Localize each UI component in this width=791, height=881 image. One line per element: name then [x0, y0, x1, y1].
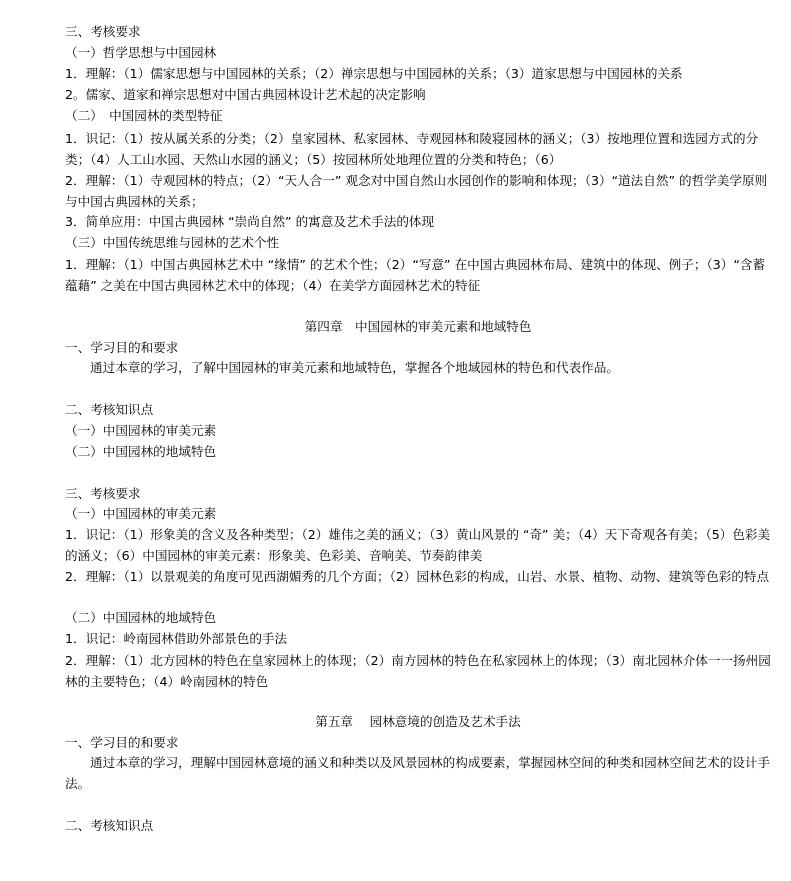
paragraph: 2．理解：（1）寺观园林的特点；（2）“天人合一” 观念对中国自然山水园创作的影响和体现；（3）“道法自然” 的哲学美学原则与中国古典园林的关系； [65, 173, 768, 209]
section-heading: 三、考核要求 [65, 24, 141, 39]
paragraph: 1．识记：岭南园林借助外部景色的手法 [65, 631, 288, 646]
subsection-heading: （一）哲学思想与中国园林 [65, 45, 217, 60]
subsection-heading: （一）中国园林的审美元素 [65, 423, 217, 438]
subsection-heading: （一）中国园林的审美元素 [65, 506, 217, 521]
section-heading: 一、学习目的和要求 [65, 735, 179, 750]
subsection-heading: （二） 中国园林的类型特征 [65, 108, 223, 123]
subsection-heading: （二）中国园林的地域特色 [65, 444, 217, 459]
paragraph: 2。儒家、道家和禅宗思想对中国古典园林设计艺术起的决定影响 [65, 87, 426, 102]
paragraph: 1．识记：（1）形象美的含义及各种类型；（2）雄伟之美的涵义；（3）黄山风景的 “奇” 美；（4）天下奇观各有美；（5）色彩美的涵义；（6）中国园林的审美元素：形象美、色彩美、音响美、节奏韵律美 [65, 527, 771, 563]
paragraph: 2．理解：（1）北方园林的特色在皇家园林上的体现；（2）南方园林的特色在私家园林上的体现；（3）南北园林介体一一扬州园林的主要特色；（4）岭南园林的特色 [65, 653, 771, 689]
paragraph: 1．识记：（1）按从属关系的分类；（2）皇家园林、私家园林、寺观园林和陵寝园林的涵义；（3）按地理位置和选园方式的分类；（4）人工山水园、天然山水园的涵义；（5）按园林所处地理位置的分类和特色；（6） [65, 131, 759, 167]
section-heading: 二、考核知识点 [65, 818, 154, 833]
section-heading: 二、考核知识点 [65, 402, 154, 417]
paragraph: 3．简单应用：中国古典园林 “崇尚自然” 的寓意及艺术手法的体现 [65, 214, 435, 229]
section-heading: 一、学习目的和要求 [65, 340, 179, 355]
paragraph: 1．理解：（1）中国古典园林艺术中 “缘情” 的艺术个性；（2）“写意” 在中国古典园林布局、建筑中的体现、例子；（3）“含蓄蕴藉” 之美在中国古典园林艺术中的体现；（4）在美学方面园林艺术的特征 [65, 257, 766, 293]
subsection-heading: （三）中国传统思维与园林的艺术个性 [65, 235, 280, 250]
section-heading: 三、考核要求 [65, 486, 141, 501]
chapter-title: 第四章 中国园林的审美元素和地域特色 [304, 319, 532, 334]
chapter-title: 第五章 园林意境的创造及艺术手法 [315, 714, 521, 729]
subsection-heading: （二）中国园林的地域特色 [65, 610, 217, 625]
paragraph: 1．理解：（1）儒家思想与中国园林的关系；（2）禅宗思想与中国园林的关系；（3）道家思想与中国园林的关系 [65, 66, 683, 81]
paragraph: 2．理解：（1）以景观美的角度可见西湖媚秀的几个方面；（2）园林色彩的构成，山岩、水景、植物、动物、建筑等色彩的特点 [65, 569, 770, 584]
paragraph: 通过本章的学习，理解中国园林意境的涵义和种类以及风景园林的构成要素，掌握园林空间的种类和园林空间艺术的设计手法。 [65, 755, 771, 791]
paragraph: 通过本章的学习，了解中国园林的审美元素和地域特色，掌握各个地域园林的特色和代表作品。 [90, 360, 619, 375]
